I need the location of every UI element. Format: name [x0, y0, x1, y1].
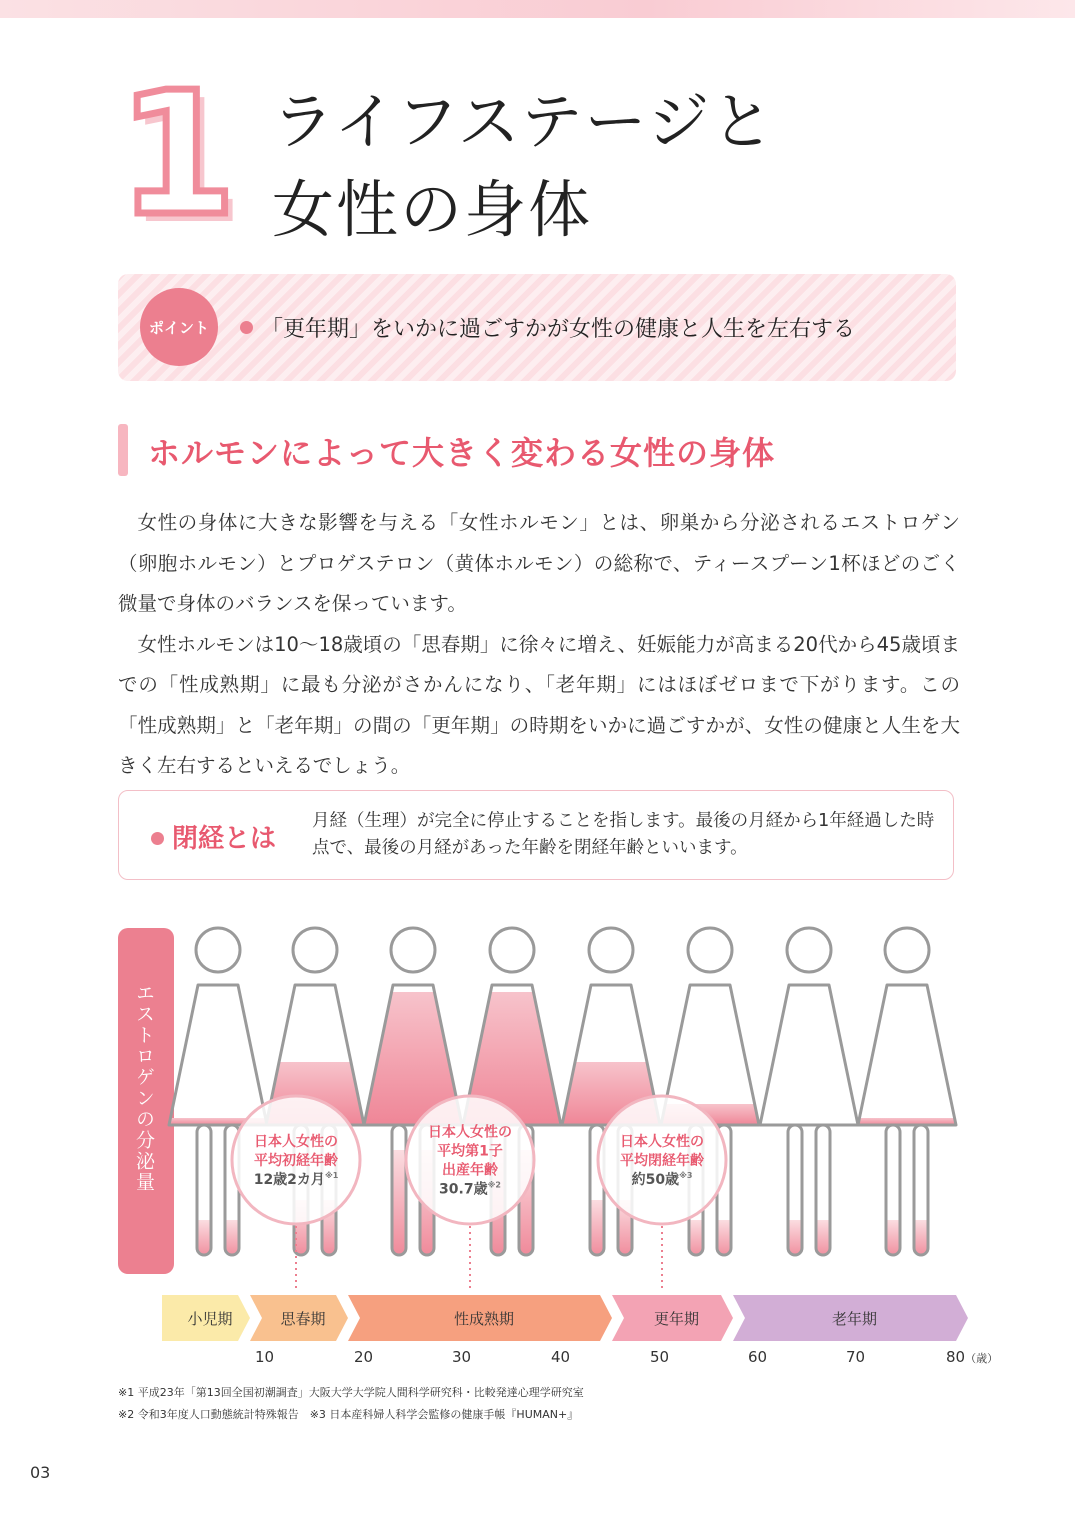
- stage-label: 更年期: [653, 1310, 700, 1328]
- callout-text: 約50歳$^{※3}$: [631, 1171, 693, 1188]
- definition-text: 月経（生理）が完全に停止することを指します。最後の月経から1年経過した時点で、最後の月経があった年齢を閉経年齢といいます。: [312, 811, 935, 858]
- age-tick-label: 10: [255, 1348, 275, 1366]
- age-tick-label: 40: [551, 1348, 571, 1366]
- title-line-1: ライフステージと: [272, 85, 776, 158]
- stage-label: 思春期: [280, 1310, 326, 1328]
- stage-label: 小児期: [187, 1310, 233, 1328]
- callout-text: 日本人女性の: [428, 1124, 512, 1141]
- stage-label: 老年期: [831, 1310, 878, 1328]
- callout-text: 平均第1子: [437, 1143, 503, 1160]
- paragraph-1: 女性の身体に大きな影響を与える「女性ホルモン」とは、卵巣から分泌されるエストロゲン（卵胞ホルモン）とプロゲステロン（黄体ホルモン）の総称で、ティースプーン1杯ほどのごく微量で身体のバランスを保っています。: [118, 511, 960, 615]
- point-badge: ポイント: [140, 288, 218, 366]
- callout-text: 日本人女性の: [620, 1134, 704, 1150]
- callout-note: ※2: [487, 1180, 501, 1190]
- age-unit: （歳）: [965, 1352, 999, 1365]
- point-text: 「更年期」をいかに過ごすかが女性の健康と人生を左右する: [261, 317, 856, 342]
- stage-segment: [733, 1295, 968, 1341]
- callout-text: 30.7歳$^{※2}$: [439, 1180, 501, 1198]
- stage-segment: [162, 1295, 250, 1341]
- stage-segment: [612, 1295, 733, 1341]
- callout-text: 12歳2カ月$^{※1}$: [253, 1171, 339, 1188]
- age-tick-label: 60: [748, 1348, 768, 1366]
- age-tick-label: 70: [846, 1348, 866, 1366]
- chapter-number: 1: [118, 56, 237, 254]
- age-tick-label: 30: [452, 1348, 472, 1366]
- age-tick-label: 80（歳）: [946, 1348, 999, 1366]
- paragraph-2: 女性ホルモンは10〜18歳頃の「思春期」に徐々に増え、妊娠能力が高まる20代から45歳頃までの「性成熟期」に最も分泌がさかんになり、「老年期」にはほぼゼロまで下がります。この「性成熟期」と「老年期」の間の「更年期」の時期をいかに過ごすかが、女性の健康と人生を大きく左右するといえるでしょう。: [118, 632, 960, 777]
- stage-segment: [250, 1295, 348, 1341]
- page-number: 03: [30, 1463, 51, 1482]
- callout-text: 平均閉経年齢: [620, 1153, 704, 1169]
- estrogen-axis-label: エストロゲンの分泌量: [133, 983, 155, 1193]
- stage-label: 性成熟期: [453, 1310, 515, 1328]
- definition-title: 閉経とは: [172, 824, 277, 854]
- callout-note: ※1: [324, 1171, 339, 1180]
- callout-text: 出産年齢: [442, 1162, 498, 1179]
- section-heading: ホルモンによって大きく変わる女性の身体: [148, 434, 776, 472]
- callout-note: ※3: [679, 1171, 693, 1180]
- callout-text: 平均初経年齢: [254, 1153, 338, 1169]
- footnote-2: ※2 令和3年度人口動態統計特殊報告 ※3 日本産科婦人科学会監修の健康手帳『HUMAN+』: [118, 1408, 579, 1421]
- stage-segment: [348, 1295, 612, 1341]
- callout-text: 日本人女性の: [254, 1134, 338, 1150]
- age-tick-label: 20: [354, 1348, 374, 1366]
- age-tick-label: 50: [650, 1348, 670, 1366]
- footnote-1: ※1 平成23年「第13回全国初潮調査」大阪大学大学院人間科学研究科・比較発達心理学研究室: [118, 1386, 584, 1399]
- title-line-2: 女性の身体: [272, 173, 593, 246]
